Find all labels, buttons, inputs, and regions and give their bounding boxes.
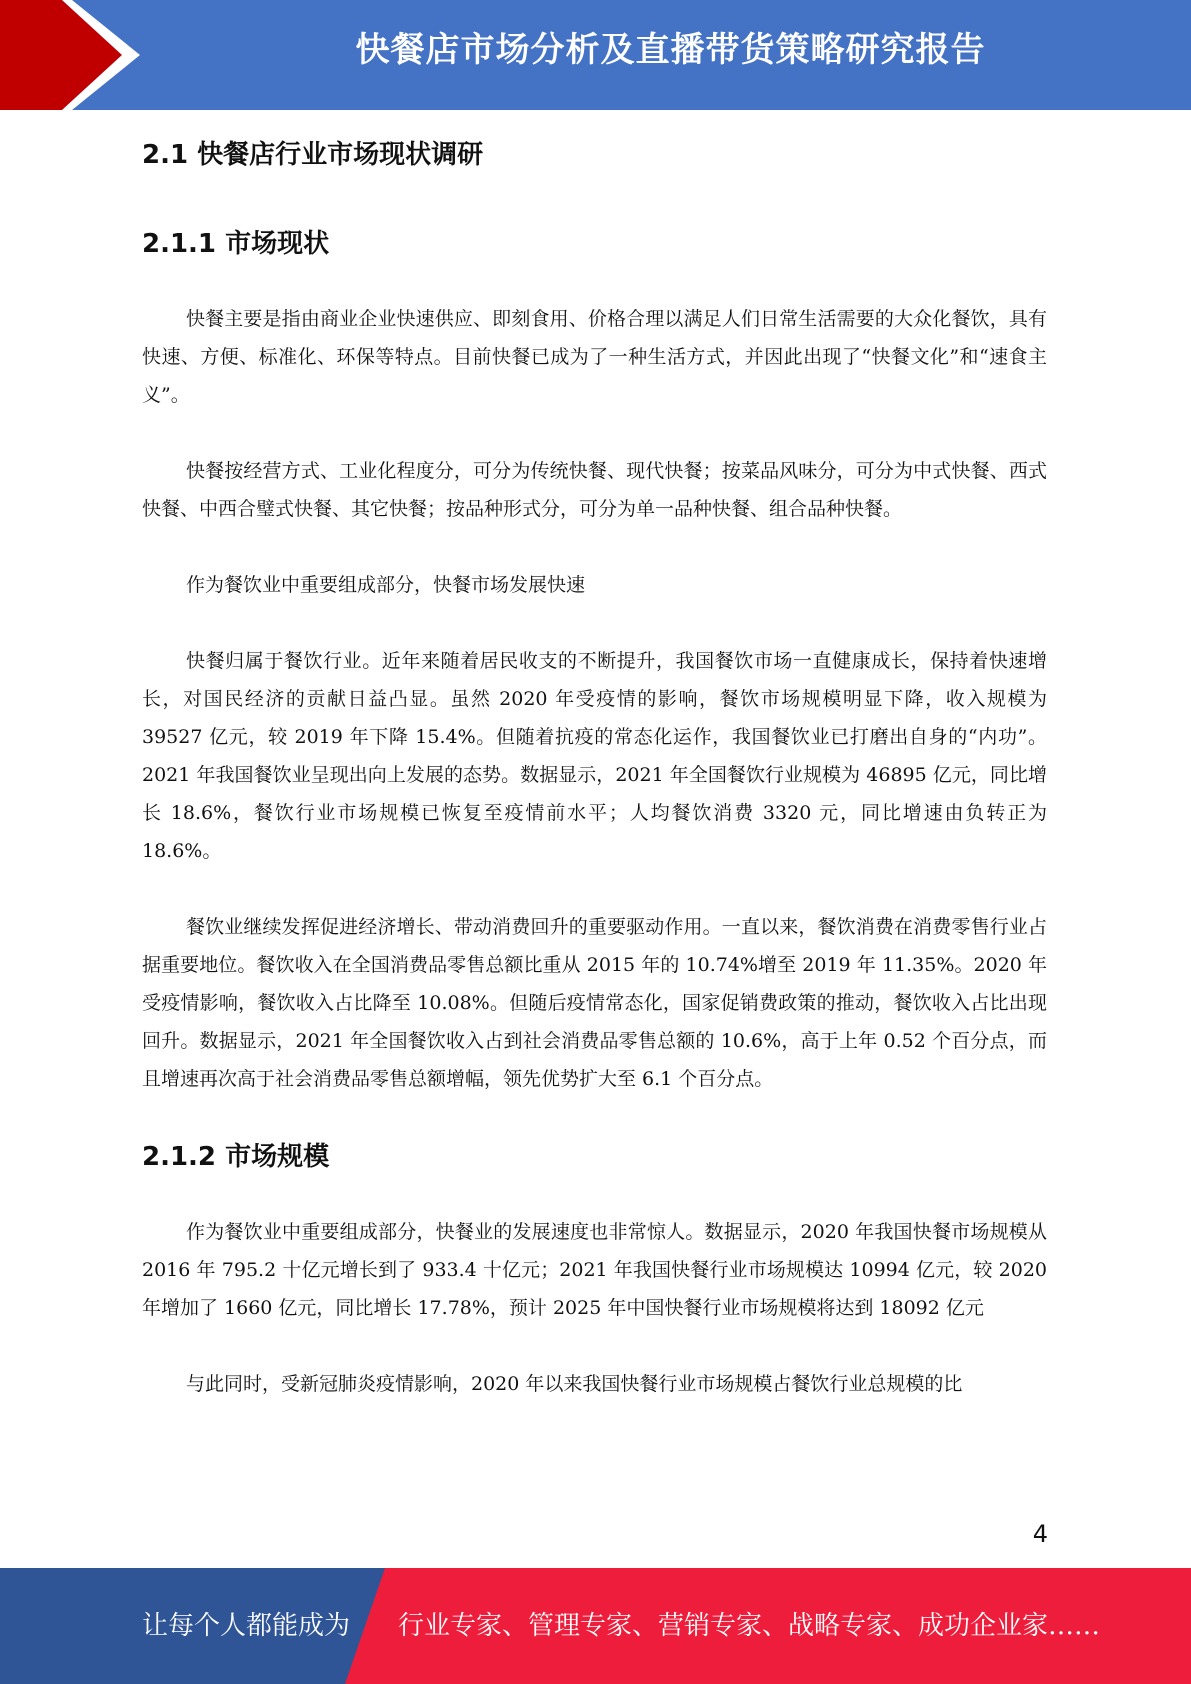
page-content <box>142 120 1047 1441</box>
paragraph: 快餐归属于餐饮行业。近年来随着居民收支的不断提升，我国餐饮市场一直健康成长，保持着快速增长，对国民经济的贡献日益凸显。虽然 2020 年受疫情的影响，餐饮市场规模明显下降，收入规模为 39527 亿元，较 2019 年下降 15.4%。但随着抗疫的常态化运作，我国餐饮业已打磨出自身的“内功”。2021 年我国餐饮业呈现出向上发展的态势。数据显示，2021 年全国餐饮行业规模为 46895 亿元，同比增长 18.6%，餐饮行业市场规模已恢复至疫情前水平；人均餐饮消费 3320 元，同比增速由负转正为 18.6%。 <box>142 650 1047 862</box>
paragraph: 餐饮业继续发挥促进经济增长、带动消费回升的重要驱动作用。一直以来，餐饮消费在消费零售行业占据重要地位。餐饮收入在全国消费品零售总额比重从 2015 年的 10.74%增至 2019 年 11.35%。2020 年受疫情影响，餐饮收入占比降至 10.08%。但随后疫情常态化，国家促销费政策的推动，餐饮收入占比出现回升。数据显示，2021 年全国餐饮收入占到社会消费品零售总额的 10.6%，高于上年 0.52 个百分点，而且增速再次高于社会消费品零售总额增幅，领先优势扩大至 6.1 个百分点。 <box>142 916 1047 1090</box>
section-heading: 2.1 快餐店行业市场现状调研 <box>142 140 484 170</box>
subsection-heading-market-size: 2.1.2 市场规模 <box>142 1142 330 1172</box>
page-header <box>0 0 1191 110</box>
paragraph: 快餐主要是指由商业企业快速供应、即刻食用、价格合理以满足人们日常生活需要的大众化餐饮，具有快速、方便、标准化、环保等特点。目前快餐已成为了一种生活方式，并因此出现了“快餐文化”和“速食主义”。 <box>142 308 1047 406</box>
paragraph: 快餐按经营方式、工业化程度分，可分为传统快餐、现代快餐；按菜品风味分，可分为中式快餐、西式快餐、中西合璧式快餐、其它快餐；按品种形式分，可分为单一品种快餐、组合品种快餐。 <box>142 460 1047 520</box>
footer-slogan-right: 行业专家、管理专家、营销专家、战略专家、成功企业家…… <box>398 1611 1101 1641</box>
footer-slogan-left: 让每个人都能成为 <box>142 1611 351 1641</box>
report-title: 快餐店市场分析及直播带货策略研究报告 <box>355 30 986 70</box>
page-number: 4 <box>1032 1520 1048 1548</box>
header-chevron-icon <box>0 0 150 110</box>
subsection-heading-market-status: 2.1.1 市场现状 <box>142 229 330 259</box>
paragraph: 与此同时，受新冠肺炎疫情影响，2020 年以来我国快餐行业市场规模占餐饮行业总规模的比 <box>186 1373 963 1395</box>
paragraph: 作为餐饮业中重要组成部分，快餐市场发展快速 <box>186 574 586 596</box>
page-footer <box>0 1568 1191 1684</box>
paragraph: 作为餐饮业中重要组成部分，快餐业的发展速度也非常惊人。数据显示，2020 年我国快餐市场规模从 2016 年 795.2 十亿元增长到了 933.4 十亿元；2021 年我国快餐行业市场规模达 10994 亿元，较 2020 年增加了 1660 亿元，同比增长 17.78%，预计 2025 年中国快餐行业市场规模将达到 18092 亿元 <box>142 1221 1047 1319</box>
